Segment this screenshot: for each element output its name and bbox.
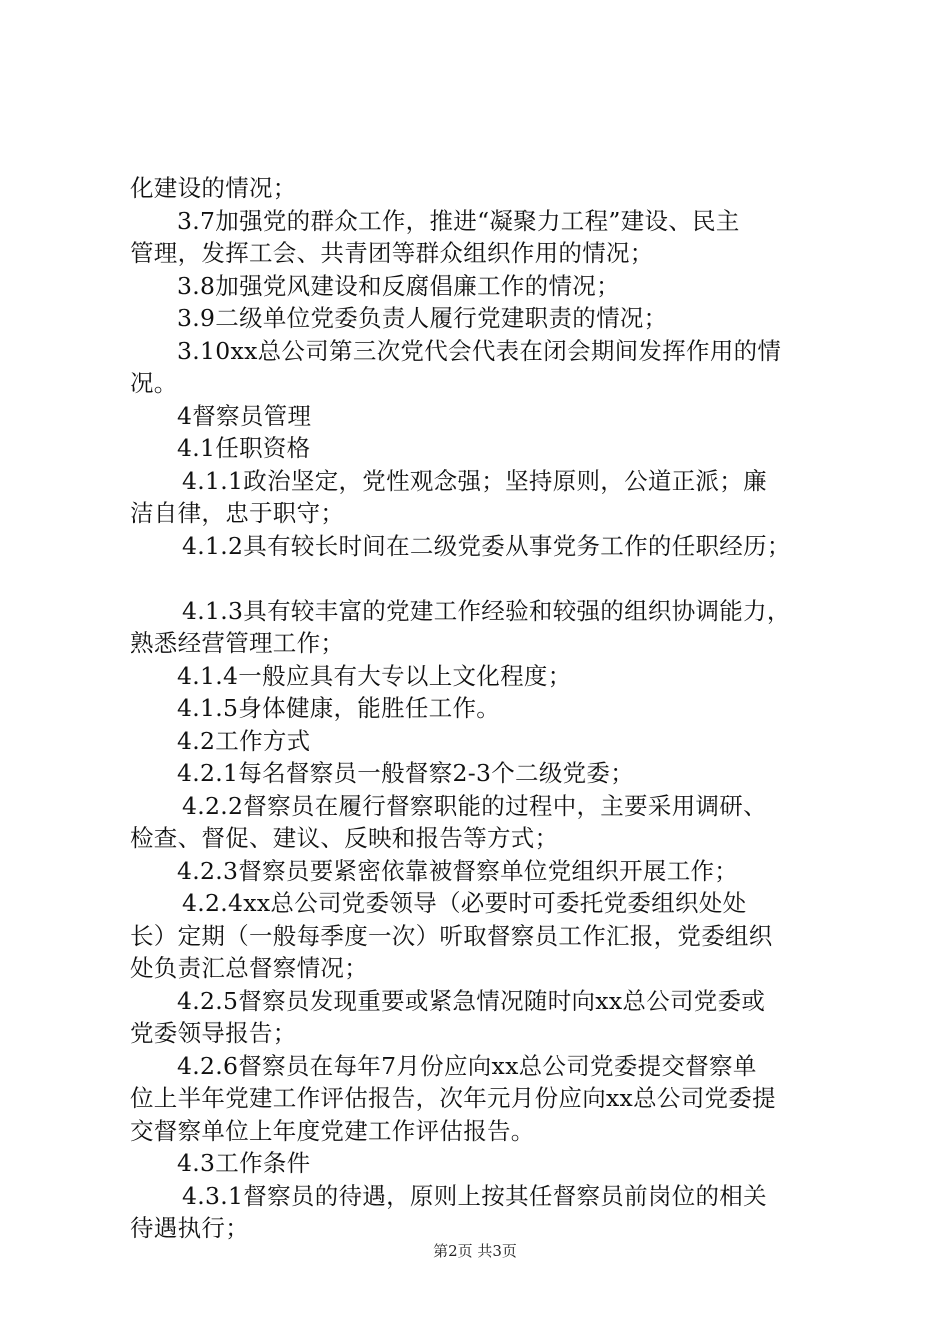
- text-line: 熟悉经营管理工作；: [130, 629, 345, 657]
- text-line: 3.7加强党的群众工作，推进“凝聚力工程”建设、民主: [177, 206, 740, 235]
- subsection-heading: 4.1任职资格: [177, 434, 311, 462]
- text-line: 4.2.6督察员在每年7月份应向xx总公司党委提交督察单: [177, 1051, 757, 1080]
- text-line: 洁自律，忠于职守；: [130, 499, 345, 527]
- text-line: 况。: [130, 369, 178, 397]
- page-number-footer: 第2页 共3页: [433, 1242, 517, 1260]
- text-line: 4.3.1督察员的待遇，原则上按其任督察员前岗位的相关: [182, 1181, 767, 1210]
- blank-line: [130, 562, 845, 595]
- text-line: 党委领导报告；: [130, 1019, 297, 1047]
- text-line: 3.9二级单位党委负责人履行党建职责的情况；: [177, 304, 668, 332]
- text-line: 4.1.2具有较长时间在二级党委从事党务工作的任职经历；: [182, 531, 791, 560]
- text-line: 4.1.1政治坚定，党性观念强；坚持原则，公道正派；廉: [182, 466, 767, 495]
- text-line: 位上半年党建工作评估报告，次年元月份应向xx总公司党委提: [130, 1084, 776, 1112]
- document-body: [130, 172, 845, 1245]
- section-heading: 4督察员管理: [177, 401, 312, 430]
- text-line: 4.2.4xx总公司党委领导（必要时可委托党委组织处处: [182, 889, 747, 917]
- text-line: 检查、督促、建议、反映和报告等方式；: [130, 824, 559, 852]
- text-line: 管理，发挥工会、共青团等群众组织作用的情况；: [130, 239, 654, 267]
- text-line: 4.2.1每名督察员一般督察2-3个二级党委；: [177, 759, 635, 787]
- text-line: 4.1.4一般应具有大专以上文化程度；: [177, 661, 572, 690]
- subsection-heading: 4.2工作方式: [177, 726, 311, 755]
- subsection-heading: 4.3工作条件: [177, 1149, 311, 1177]
- text-line: 4.2.3督察员要紧密依靠被督察单位党组织开展工作；: [177, 856, 739, 885]
- text-line: 处负责汇总督察情况；: [130, 954, 368, 982]
- text-line: 4.2.5督察员发现重要或紧急情况随时向xx总公司党委或: [177, 986, 766, 1015]
- text-line: 3.10xx总公司第三次党代会代表在闭会期间发挥作用的情: [177, 336, 782, 365]
- text-line: 化建设的情况；: [130, 174, 297, 202]
- text-line: 交督察单位上年度党建工作评估报告。: [130, 1116, 535, 1145]
- text-line: 待遇执行；: [130, 1214, 249, 1242]
- text-line: 长）定期（一般每季度一次）听取督察员工作汇报，党委组织: [130, 921, 773, 950]
- text-line: 3.8加强党风建设和反腐倡廉工作的情况；: [177, 271, 620, 300]
- text-line: 4.2.2督察员在履行督察职能的过程中，主要采用调研、: [182, 791, 767, 820]
- text-line: 4.1.3具有较丰富的党建工作经验和较强的组织协调能力，: [182, 596, 791, 625]
- text-line: 4.1.5身体健康，能胜任工作。: [177, 694, 501, 722]
